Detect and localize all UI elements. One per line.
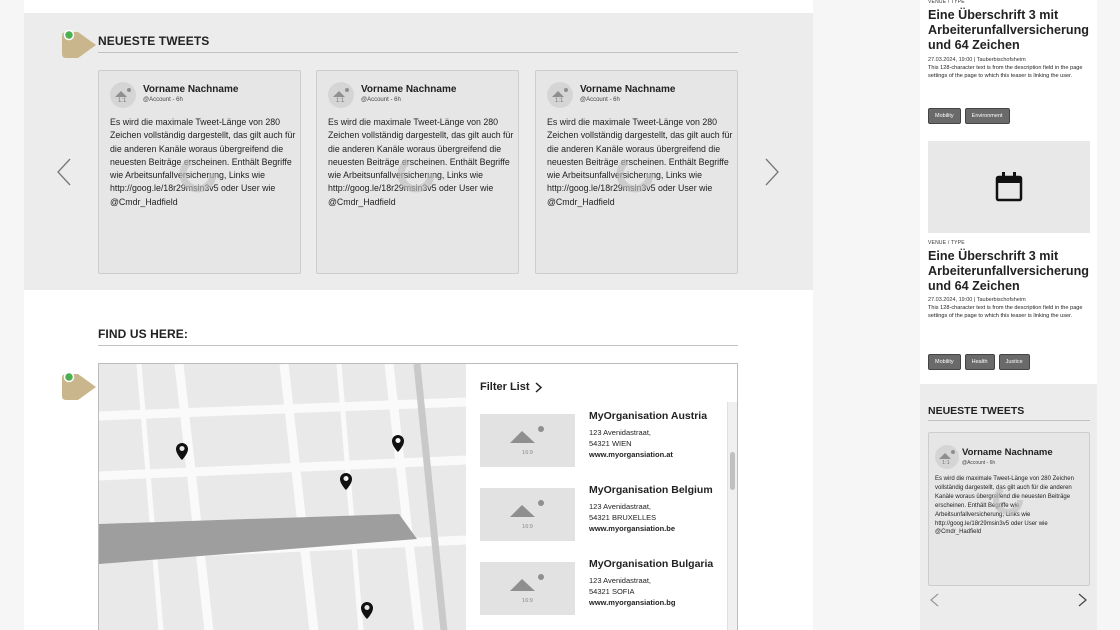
image-placeholder-icon <box>110 82 136 108</box>
location-street: 123 Avenidastraat, <box>589 428 651 437</box>
location-image <box>480 562 575 615</box>
list-scrollbar[interactable] <box>727 402 737 630</box>
location-city: 54321 WIEN <box>589 439 632 448</box>
teaser-meta: 27.03.2024, 19:00 | Tauberbischofsheim <box>928 57 1026 63</box>
location-name: MyOrganisation Austria <box>589 410 708 422</box>
location-name: MyOrganisation Belgium <box>589 484 713 496</box>
divider <box>98 345 738 346</box>
chevron-left-icon[interactable] <box>57 158 71 186</box>
section-marker-icon <box>62 372 98 402</box>
location-city: 54321 SOFIA <box>589 587 635 596</box>
tweets-section <box>24 13 813 290</box>
calendar-icon <box>994 171 1024 203</box>
image-ratio: 16:9 <box>522 598 533 604</box>
sidebar-tweets-title: NEUESTE TWEETS <box>928 405 1025 417</box>
tweet-account: @Account - 6h <box>361 97 401 103</box>
avatar <box>110 82 136 108</box>
list-item[interactable] <box>480 482 725 542</box>
tweet-card[interactable] <box>535 70 738 274</box>
teaser-title[interactable]: Eine Überschrift 3 mit Arbeiterunfallversicherung und 64 Zeichen <box>928 8 1089 52</box>
chevron-right-icon[interactable] <box>765 158 779 186</box>
scroll-thumb[interactable] <box>730 452 735 490</box>
filter-list-button[interactable] <box>480 381 542 393</box>
tweet-card[interactable] <box>928 432 1090 586</box>
tag-list <box>928 108 1010 124</box>
section-marker-icon <box>62 30 98 60</box>
tweet-text: Es wird die maximale Tweet-Länge von 280 Zeichen vollständig dargestellt, das gilt auch für die anderen Kanäle woraus übergreifend die neuesten Beiträge erscheinen. Enthält Begriffe wie Arbeitsunfallversicherung, Links wie http://goog.le/18r29msin3v5 oder User wie @Cmdr_Hadfield <box>547 117 733 207</box>
avatar-ratio: 1:1 <box>942 460 950 466</box>
teaser-type: VENUE / TYPE <box>928 0 965 5</box>
teaser-type: VENUE / TYPE <box>928 240 965 246</box>
loading-spinner-icon <box>991 483 1025 517</box>
tweet-author[interactable]: Vorname Nachname <box>143 84 239 95</box>
image-placeholder-icon <box>480 414 575 454</box>
list-item[interactable] <box>480 556 725 616</box>
location-list <box>466 364 738 630</box>
main-content <box>24 0 813 630</box>
image-placeholder-icon <box>480 488 575 528</box>
location-website[interactable]: www.myorgansiation.be <box>589 524 675 533</box>
map-widget <box>98 363 738 630</box>
location-street: 123 Avenidastraat, <box>589 576 651 585</box>
avatar <box>328 82 354 108</box>
location-image <box>480 414 575 467</box>
tweet-card[interactable] <box>98 70 301 274</box>
avatar <box>935 445 959 469</box>
tweets-section-title: NEUESTE TWEETS <box>98 34 210 48</box>
location-website[interactable]: www.myorgansiation.at <box>589 450 673 459</box>
teaser-image <box>928 141 1090 233</box>
tag-mobility[interactable]: Mobility <box>928 354 961 370</box>
tweet-account: @Account - 6h <box>580 97 620 103</box>
teaser-meta: 27.03.2024, 19:00 | Tauberbischofsheim <box>928 297 1026 303</box>
tag-justice[interactable]: Justice <box>999 354 1030 370</box>
tweet-account: @Account - 6h <box>143 97 183 103</box>
tweet-text: Es wird die maximale Tweet-Länge von 280 Zeichen vollständig dargestellt, das gilt auch für die anderen Kanäle woraus übergreifend die neuesten Beiträge erscheinen. Enthält Begriffe wie Arbeitsunfallversicherung, Links wie http://goog.le/18r29msin3v5 oder User wie @Cmdr_Hadfield <box>328 117 514 207</box>
chevron-right-icon[interactable] <box>1078 593 1087 607</box>
tweet-text: Es wird die maximale Tweet-Länge von 280 Zeichen vollständig dargestellt, das gilt auch für die anderen Kanäle woraus übergreifend die neuesten Beiträge erscheinen. Enthält Begriffe wie Arbeitsunfallversicherung, Links wie http://goog.le/18r29msin3v5 oder User wie @Cmdr_Hadfield <box>935 476 1074 536</box>
sidebar <box>920 0 1097 630</box>
loading-spinner-icon <box>177 153 219 195</box>
sidebar-tweets-section <box>920 384 1097 630</box>
divider <box>928 420 1090 421</box>
avatar-ratio: 1:1 <box>336 98 345 104</box>
tag-environment[interactable]: Environment <box>965 108 1010 124</box>
loading-spinner-icon <box>614 153 656 195</box>
find-us-title: FIND US HERE: <box>98 327 188 341</box>
chevron-left-icon[interactable] <box>930 593 939 607</box>
teaser-description: This 128-character text is from the description field in the page settings of the page to which this teaser is linking the user. <box>928 305 1083 319</box>
image-placeholder-icon <box>547 82 573 108</box>
location-website[interactable]: www.myorgansiation.bg <box>589 598 676 607</box>
loading-spinner-icon <box>395 153 437 195</box>
location-city: 54321 BRUXELLES <box>589 513 657 522</box>
image-placeholder-icon <box>328 82 354 108</box>
avatar-ratio: 1:1 <box>555 98 564 104</box>
location-name: MyOrganisation Bulgaria <box>589 558 714 570</box>
sidebar-carousel-nav <box>930 591 1087 609</box>
avatar <box>547 82 573 108</box>
tag-health[interactable]: Health <box>965 354 995 370</box>
teaser-title[interactable]: Eine Überschrift 3 mit Arbeiterunfallversicherung und 64 Zeichen <box>928 249 1089 293</box>
image-ratio: 16:9 <box>522 450 533 456</box>
avatar-ratio: 1:1 <box>118 98 127 104</box>
teaser-description: This 128-character text is from the description field in the page settings of the page to which this teaser is linking the user. <box>928 65 1083 79</box>
tweet-author[interactable]: Vorname Nachname <box>962 447 1053 458</box>
image-ratio: 16:9 <box>522 524 533 530</box>
tweet-author[interactable]: Vorname Nachname <box>580 84 676 95</box>
tag-list <box>928 354 1030 370</box>
filter-label: Filter List <box>480 381 530 393</box>
tweet-account: @Account - 6h <box>962 460 996 466</box>
list-item[interactable] <box>480 408 725 468</box>
tweet-card[interactable] <box>316 70 519 274</box>
image-placeholder-icon <box>480 562 575 602</box>
tweet-author[interactable]: Vorname Nachname <box>361 84 457 95</box>
chevron-right-icon <box>535 382 542 393</box>
tweet-text: Es wird die maximale Tweet-Länge von 280 Zeichen vollständig dargestellt, das gilt auch für die anderen Kanäle woraus übergreifend die neuesten Beiträge erscheinen. Enthält Begriffe wie Arbeitsunfallversicherung, Links wie http://goog.le/18r29msin3v5 oder User wie @Cmdr_Hadfield <box>110 117 296 207</box>
divider <box>98 52 738 53</box>
location-image <box>480 488 575 541</box>
tag-mobility[interactable]: Mobility <box>928 108 961 124</box>
location-street: 123 Avenidastraat, <box>589 502 651 511</box>
